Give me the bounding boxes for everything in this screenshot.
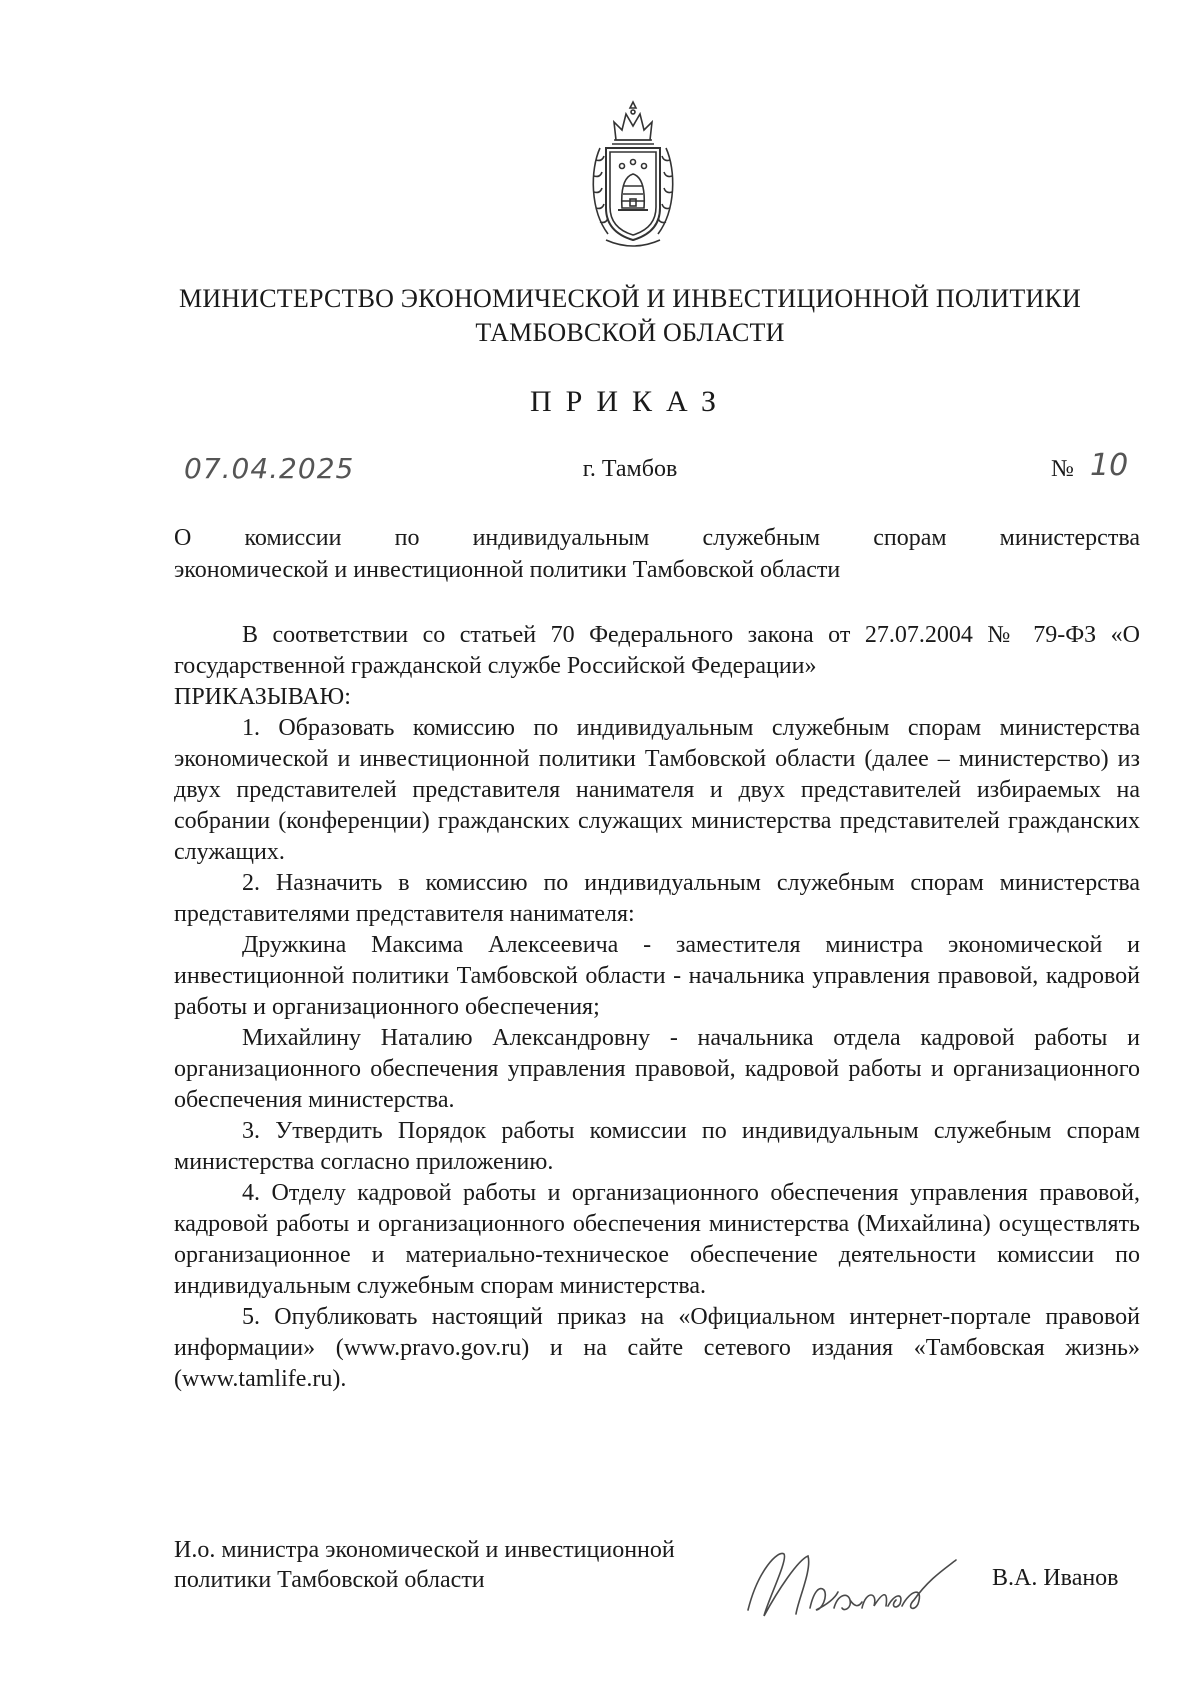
order-item-2: 2. Назначить в комиссию по индивидуальным служебным спорам министерства представителями представителя нанимателя: xyxy=(174,870,1140,927)
number-label: № xyxy=(1051,456,1074,482)
handwritten-number: 10 xyxy=(1090,448,1129,483)
organization-name-line2: ТАМБОВСКОЙ ОБЛАСТИ xyxy=(475,318,785,347)
coat-of-arms-icon xyxy=(586,100,680,250)
order-item-1: 1. Образовать комиссию по индивидуальным служебным спорам министерства экономической и инвестиционной политики Тамбовской области (далее – министерство) из двух представителей представителя нанимателя и двух представителей избираемых на собрании (конференции) гражданских служащих министерства представителей гражданских служащих. xyxy=(174,715,1140,865)
subject-line2: экономической и инвестиционной политики Тамбовской области xyxy=(174,557,841,583)
organization-name-line1: МИНИСТЕРСТВО ЭКОНОМИЧЕСКОЙ И ИНВЕСТИЦИОННОЙ ПОЛИТИКИ xyxy=(179,284,1081,313)
signatory-position-line1: И.о. министра экономической и инвестиционной xyxy=(174,1537,675,1563)
order-word: ПРИКАЗЫВАЮ: xyxy=(174,684,351,710)
order-subject xyxy=(174,522,1140,586)
signatory-position-line2: политики Тамбовской области xyxy=(174,1567,485,1593)
handwritten-signature xyxy=(738,1530,968,1630)
order-item-3: 3. Утвердить Порядок работы комиссии по индивидуальным служебным спорам министерства согласно приложению. xyxy=(174,1118,1140,1175)
order-item-4: 4. Отделу кадровой работы и организационного обеспечения управления правовой, кадровой работы и организационного обеспечения министерства (Михайлина) осуществлять организационное и материально-техническое обеспечение деятельности комиссии по индивидуальным служебным спорам министерства. xyxy=(174,1180,1140,1299)
commission-member-2: Михайлину Наталию Александровну - начальника отдела кадровой работы и организационного обеспечения управления правовой, кадровой работы и организационного обеспечения министерства. xyxy=(174,1025,1140,1113)
commission-member-1: Дружкина Максима Алексеевича - заместителя министра экономической и инвестиционной политики Тамбовской области - начальника управления правовой, кадровой работы и организационного обеспечения; xyxy=(174,932,1140,1020)
order-body xyxy=(174,620,1140,1395)
subject-line1: О комиссии по индивидуальным служебным спорам министерства xyxy=(174,525,1140,551)
preamble-paragraph: В соответствии со статьей 70 Федерального закона от 27.07.2004 № 79-ФЗ «О государственной гражданской службе Российской Федерации» xyxy=(174,622,1140,679)
signatory-name: В.А. Иванов xyxy=(992,1565,1119,1591)
document-type-title: ПРИКАЗ xyxy=(530,385,730,418)
city-label: г. Тамбов xyxy=(582,456,678,482)
order-item-5: 5. Опубликовать настоящий приказ на «Официальном интернет-портале правовой информации» (www.pravo.gov.ru) и на сайте сетевого издания «Тамбовская жизнь» (www.tamlife.ru). xyxy=(174,1304,1140,1392)
handwritten-date: 07.04.2025 xyxy=(184,452,355,485)
